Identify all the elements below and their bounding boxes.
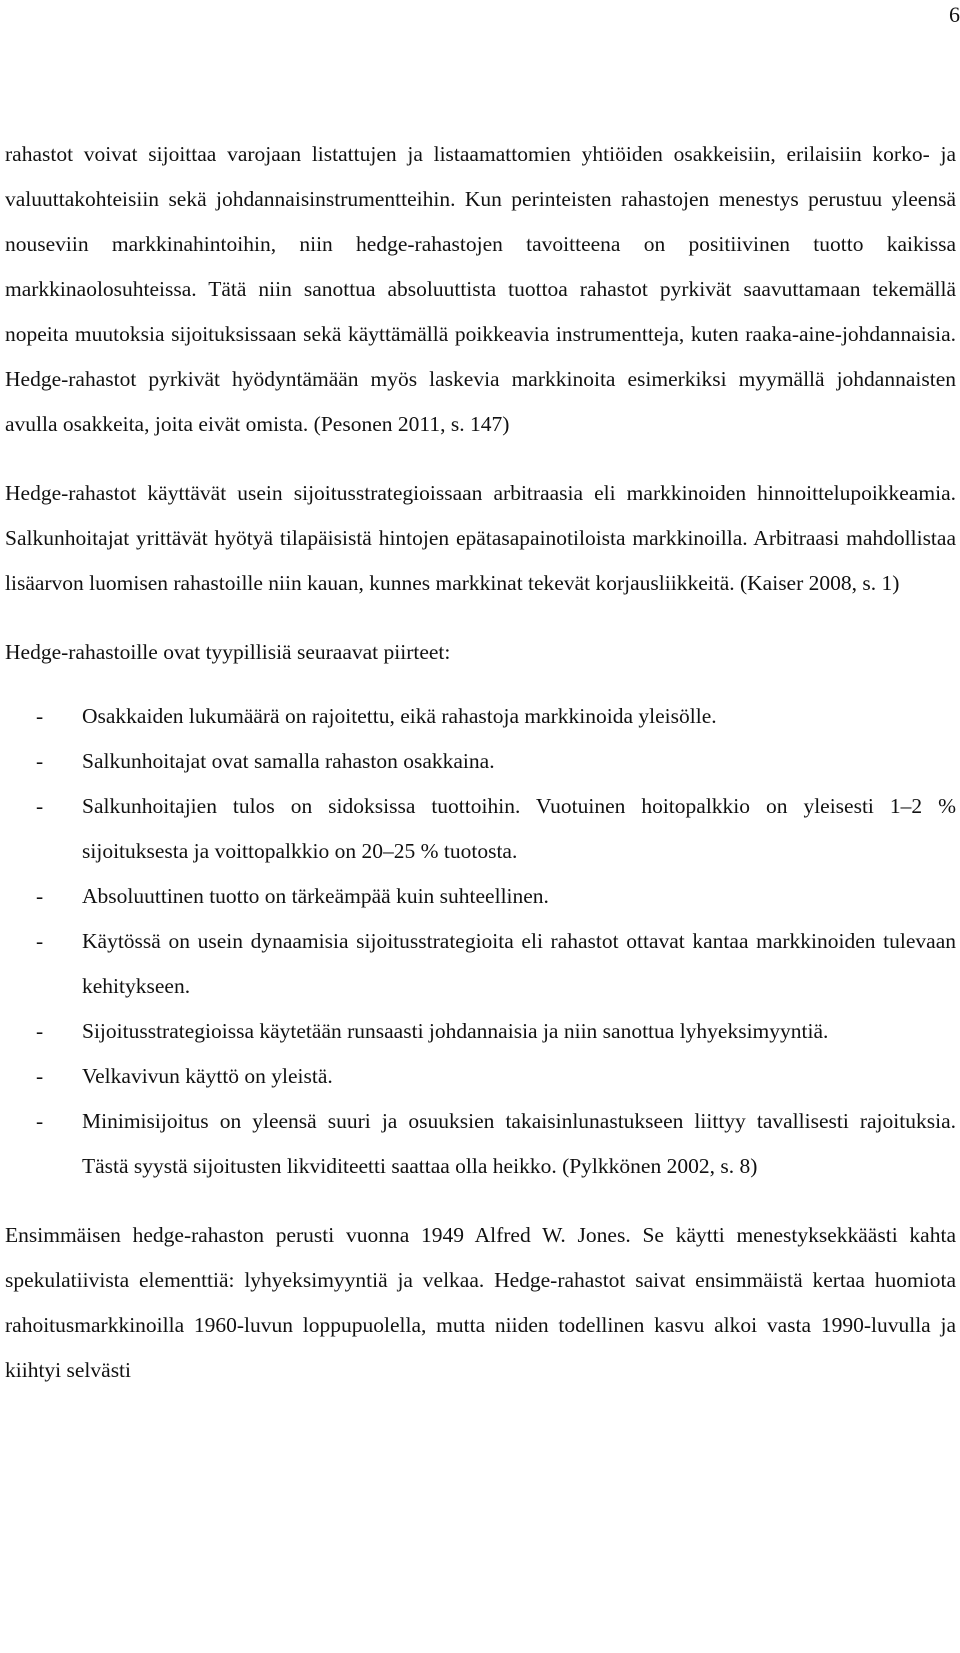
list-bullet: - (36, 1064, 44, 1088)
list-item (5, 784, 956, 874)
list-item (5, 1099, 956, 1189)
list-item (5, 1054, 956, 1099)
list-item-text: Osakkaiden lukumäärä on rajoitettu, eikä rahastoja markkinoida yleisölle. (82, 704, 717, 728)
paragraph-final: Ensimmäisen hedge-rahaston perusti vuonna 1949 Alfred W. Jones. Se käytti menestyksekkäästi kahta spekulatiivista elementtiä: lyhyeksimyyntiä ja velkaa. Hedge-rahastot saivat ensimmäistä kertaa huomiota rahoitusmarkkinoilla 1960-luvun loppupuolella, mutta niiden todellinen kasvu alkoi vasta 1990-luvulla ja kiihtyi selvästi (5, 1223, 956, 1382)
list-bullet: - (36, 1109, 44, 1133)
list-item-text: Salkunhoitajien tulos on sidoksissa tuottoihin. Vuotuinen hoitopalkkio on yleisesti 1–2 % sijoituksesta ja voittopalkkio on 20–25 % tuotosta. (82, 794, 956, 863)
list-bullet: - (36, 749, 44, 773)
feature-list (5, 694, 956, 1189)
list-bullet: - (36, 1019, 44, 1043)
list-bullet: - (36, 794, 44, 818)
list-item-text: Minimisijoitus on yleensä suuri ja osuuksien takaisinlunastukseen liittyy tavallisesti rajoituksia. Tästä syystä sijoitusten likviditeetti saattaa olla heikko. (Pylkkönen 2002, s. 8) (82, 1109, 956, 1178)
document-body (5, 132, 956, 1393)
list-item (5, 1009, 956, 1054)
list-bullet: - (36, 704, 44, 728)
list-item-text: Sijoitusstrategioissa käytetään runsaasti johdannaisia ja niin sanottua lyhyeksimyyntiä. (82, 1019, 829, 1043)
list-intro: Hedge-rahastoille ovat tyypillisiä seuraavat piirteet: (5, 640, 451, 664)
list-item (5, 694, 956, 739)
list-item (5, 919, 956, 1009)
list-item-text: Absoluuttinen tuotto on tärkeämpää kuin suhteellinen. (82, 884, 549, 908)
list-item-text: Käytössä on usein dynaamisia sijoitusstrategioita eli rahastot ottavat kantaa markkinoiden tulevaan kehitykseen. (82, 929, 956, 998)
list-item (5, 874, 956, 919)
list-item-text: Salkunhoitajat ovat samalla rahaston osakkaina. (82, 749, 495, 773)
list-item-text: Velkavivun käyttö on yleistä. (82, 1064, 333, 1088)
list-bullet: - (36, 884, 44, 908)
paragraph-1: rahastot voivat sijoittaa varojaan listattujen ja listaamattomien yhtiöiden osakkeisiin, erilaisiin korko- ja valuuttakohteisiin sekä johdannaisinstrumentteihin. Kun perinteisten rahastojen menestys perustuu yleensä nouseviin markkinahintoihin, niin hedge-rahastojen tavoitteena on positiivinen tuotto kaikissa markkinaolosuhteissa. Tätä niin sanottua absoluuttista tuottoa rahastot pyrkivät saavuttamaan tekemällä nopeita muutoksia sijoituksissaan sekä käyttämällä poikkeavia instrumentteja, kuten raaka-aine-johdannaisia. Hedge-rahastot pyrkivät hyödyntämään myös laskevia markkinoita esimerkiksi myymällä johdannaisten avulla osakkeita, joita eivät omista. (Pesonen 2011, s. 147) (5, 142, 956, 436)
list-bullet: - (36, 929, 44, 953)
paragraph-2: Hedge-rahastot käyttävät usein sijoitusstrategioissaan arbitraasia eli markkinoiden hinnoittelupoikkeamia. Salkunhoitajat yrittävät hyötyä tilapäisistä hintojen epätasapainotiloista markkinoilla. Arbitraasi mahdollistaa lisäarvon luomisen rahastoille niin kauan, kunnes markkinat tekevät korjausliikkeitä. (Kaiser 2008, s. 1) (5, 481, 956, 595)
page-number: 6 (949, 2, 960, 27)
list-item (5, 739, 956, 784)
